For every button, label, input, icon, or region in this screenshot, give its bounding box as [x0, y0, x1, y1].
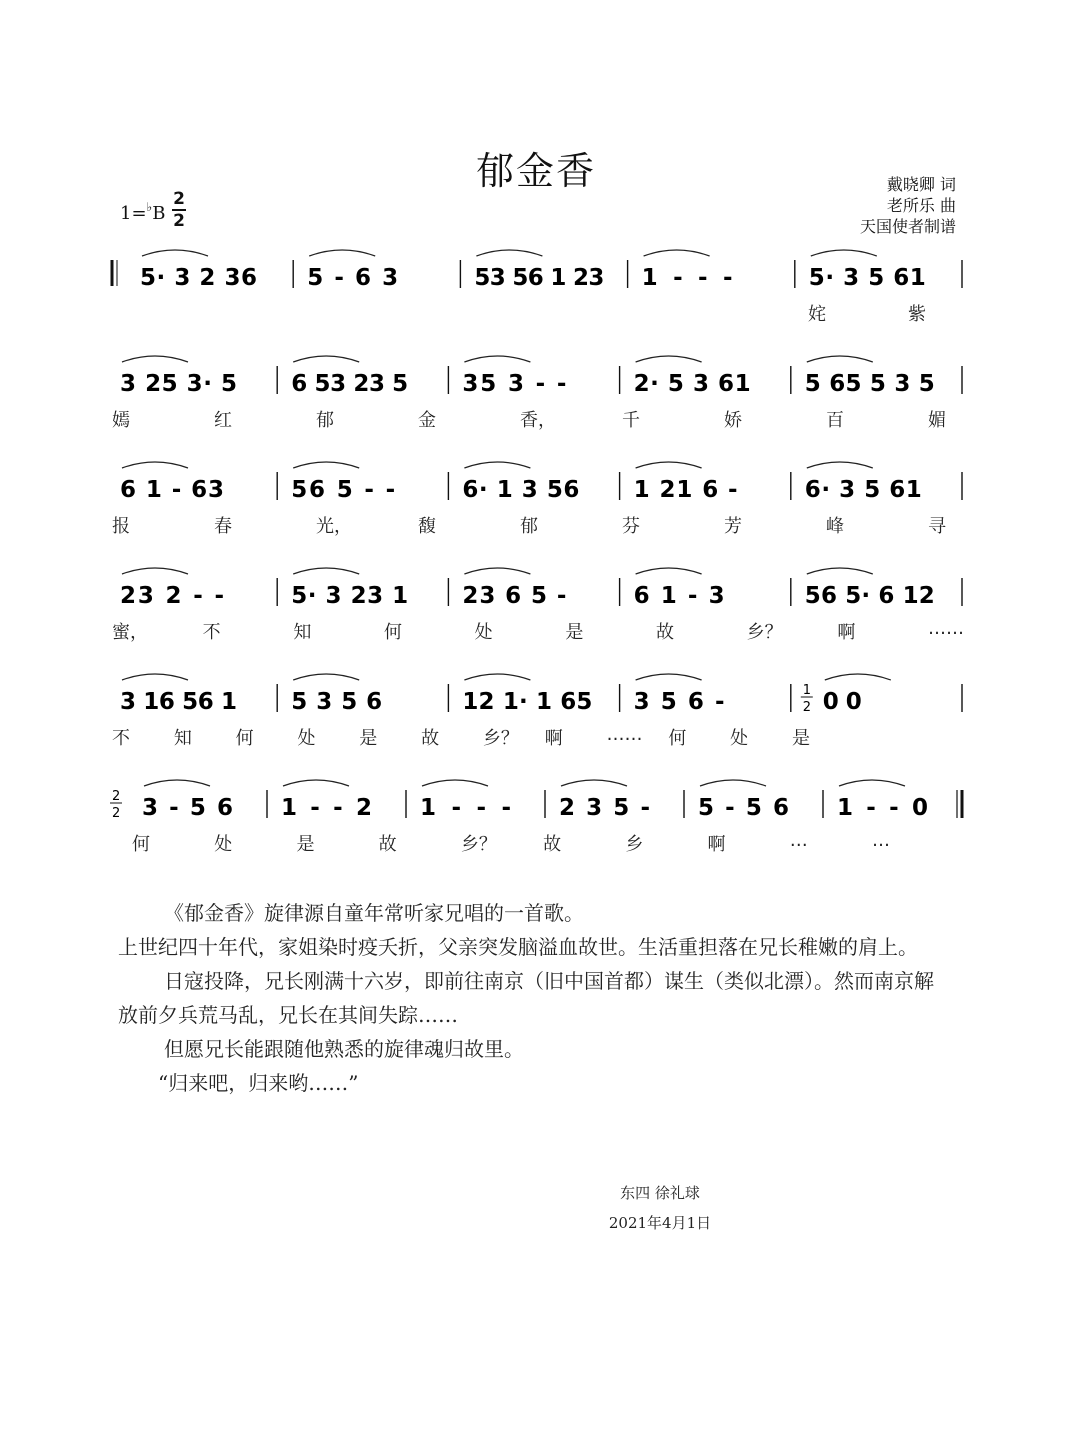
score-line-4 — [108, 570, 964, 610]
slur — [561, 780, 627, 786]
lyric-syllable: 何 — [235, 728, 254, 749]
key-note: B — [152, 203, 166, 224]
slur — [293, 568, 359, 574]
lyric-syllable: 百 — [826, 410, 844, 431]
commentary-paragraph: “归来吧，归来哟……” — [158, 1071, 359, 1095]
lyric-syllable: 知 — [293, 622, 312, 643]
composer-credit: 老所乐 曲 — [886, 196, 956, 215]
slur — [839, 780, 905, 786]
lyrics-line-2 — [108, 406, 964, 430]
score-line-2 — [108, 358, 964, 398]
measure-notes: 5· 3 2 36 — [140, 265, 257, 291]
measure-notes: 3 5 6 - — [633, 689, 725, 715]
measure-notes: 1 - - 0 — [837, 795, 928, 821]
lyric-syllable: 故 — [656, 622, 674, 643]
measure-notes: 5· 3 5 61 — [808, 265, 926, 291]
slur — [122, 674, 188, 680]
lyric-syllable: 娇 — [724, 410, 742, 431]
slur — [293, 462, 359, 468]
slur — [283, 780, 349, 786]
key-signature — [120, 200, 165, 224]
lyric-syllable: 乡？ — [460, 834, 497, 855]
lyricist-credit: 戴晓卿 词 — [886, 175, 956, 194]
lyric-syllable: 芳 — [724, 516, 742, 537]
key-prefix: 1= — [120, 203, 147, 224]
slur — [700, 780, 766, 786]
time-signature — [172, 190, 186, 230]
measure-notes: 3 16 56 1 — [120, 689, 237, 715]
measure-notes: 3 - 5 6 — [142, 795, 233, 821]
lyric-syllable: 峰 — [826, 516, 844, 537]
lyric-syllable: 何 — [132, 834, 150, 855]
measure-notes: 12 1· 1 65 — [462, 689, 593, 715]
slur — [464, 356, 530, 362]
lyric-syllable: … — [872, 830, 890, 851]
lyric-syllable: 处 — [474, 622, 493, 643]
signature-date: 2021年4月1日 — [608, 1214, 712, 1232]
commentary-paragraph: 但愿兄长能跟随他熟悉的旋律魂归故里。 — [164, 1037, 524, 1061]
lyric-syllable: 知 — [173, 728, 192, 749]
lyric-syllable: 春 — [214, 516, 232, 537]
measure-notes: 5· 3 23 1 — [291, 583, 409, 609]
slur — [807, 462, 873, 468]
lyric-syllable: 处 — [297, 728, 316, 749]
lyric-syllable: 媚 — [928, 410, 946, 431]
measure-notes: 2 3 5 - — [559, 795, 650, 821]
slur — [309, 250, 375, 256]
lyric-syllable: 故 — [378, 834, 397, 855]
slur — [464, 674, 530, 680]
lyrics-line-4 — [108, 618, 964, 642]
lyric-syllable: 郁 — [316, 410, 334, 431]
commentary-paragraph: 《郁金香》旋律源自童年常听家兄唱的一首歌。 — [164, 901, 584, 925]
notation-credit: 天国使者制谱 — [859, 217, 956, 236]
lyric-syllable: 金 — [418, 410, 436, 431]
measure-notes: 6· 3 5 61 — [804, 477, 922, 503]
lyric-syllable: 蜜， — [112, 622, 148, 643]
measure-notes: 1 21 6 - — [633, 477, 738, 503]
slur — [464, 568, 530, 574]
lyric-syllable: 处 — [214, 834, 233, 855]
slur — [811, 250, 877, 256]
lyric-syllable: …… — [928, 618, 964, 639]
lyric-syllable: 香， — [520, 410, 556, 431]
commentary-paragraph: 日寇投降，兄长刚满十六岁，即前往南京（旧中国首都）谋生（类似北漂）。然而南京解放前夕兵荒马乱，兄长在其间失踪…… — [118, 969, 934, 1027]
measure-notes: 6 1 - 3 — [633, 583, 725, 609]
measure-notes: 5 65 5 3 5 — [804, 371, 935, 397]
measure-notes: 6· 1 3 56 — [462, 477, 580, 503]
lyric-syllable: 故 — [543, 834, 562, 855]
meter-change-bottom: 2 — [112, 806, 121, 821]
measure-notes: 1 - - - — [641, 265, 733, 291]
lyric-syllable: 姹 — [808, 304, 826, 325]
lyrics-line-6 — [108, 830, 964, 854]
lyric-syllable: 故 — [421, 728, 440, 749]
measure-notes: 23 2 - - — [120, 583, 224, 609]
slur — [142, 250, 208, 256]
lyric-syllable: 乡 — [625, 834, 644, 855]
measure-notes: 5 3 5 6 — [291, 689, 383, 715]
lyric-syllable: … — [789, 830, 808, 851]
meter-change-bottom: 2 — [802, 700, 812, 715]
lyric-syllable: 紫 — [908, 304, 926, 325]
lyric-syllable: 何 — [384, 622, 402, 643]
lyric-syllable: 不 — [202, 622, 221, 643]
lyric-syllable: 啊 — [837, 622, 856, 643]
lyric-syllable: 郁 — [520, 516, 538, 537]
lyrics-line-1 — [108, 300, 964, 324]
lyric-syllable: 何 — [668, 728, 687, 749]
lyric-syllable: 是 — [565, 622, 584, 643]
measure-notes: 2· 5 3 61 — [633, 371, 751, 397]
measure-notes: 0 0 — [822, 689, 862, 715]
lyric-syllable: 是 — [792, 728, 810, 749]
lyrics-line-5 — [108, 724, 964, 748]
slur — [144, 780, 210, 786]
slur — [476, 250, 542, 256]
author-signature: 东四 徐礼球 — [620, 1184, 700, 1202]
slur — [122, 568, 188, 574]
measure-notes: 53 56 1 23 — [474, 265, 605, 291]
commentary-paragraph: 上世纪四十年代，家姐染时疫夭折，父亲突发脑溢血故世。生活重担落在兄长稚嫩的肩上。 — [118, 935, 918, 959]
lyric-syllable: 光， — [316, 516, 352, 537]
measure-notes: 56 5 - - — [291, 477, 396, 503]
lyric-syllable: 馥 — [418, 516, 436, 537]
lyric-syllable: 报 — [112, 516, 130, 537]
measure-notes: 5 - 6 3 — [307, 265, 399, 291]
lyric-syllable: 千 — [622, 410, 640, 431]
meter-change-top: 2 — [112, 789, 121, 804]
flat-sign: ♭ — [146, 200, 153, 214]
slur — [293, 674, 359, 680]
slur — [825, 674, 891, 680]
slur — [807, 568, 873, 574]
time-signature-bottom: 2 — [173, 211, 185, 231]
measure-notes: 56 5· 6 12 — [804, 583, 935, 609]
lyric-syllable: 芬 — [622, 516, 640, 537]
measure-notes: 6 1 - 63 — [120, 477, 224, 503]
time-signature-top: 2 — [173, 189, 185, 209]
slur — [422, 780, 488, 786]
commentary — [118, 896, 948, 1100]
meter-change-top: 1 — [802, 683, 812, 698]
slur — [122, 462, 188, 468]
lyric-syllable: …… — [606, 724, 643, 745]
slur — [636, 674, 702, 680]
measure-notes: 1 - - - — [420, 795, 511, 821]
measure-notes: 23 6 5 - — [462, 583, 567, 609]
lyric-syllable: 嫣 — [112, 410, 130, 431]
lyric-syllable: 是 — [296, 834, 315, 855]
slur — [293, 356, 359, 362]
measure-notes: 35 3 - - — [462, 371, 567, 397]
measure-notes: 6 53 23 5 — [291, 371, 409, 397]
lyric-syllable: 啊 — [544, 728, 563, 749]
lyric-syllable: 不 — [112, 728, 130, 749]
lyric-syllable: 乡？ — [746, 622, 783, 643]
lyric-syllable: 乡？ — [482, 728, 519, 749]
slur — [636, 568, 702, 574]
score-line-1 — [108, 252, 964, 292]
lyric-syllable: 啊 — [707, 834, 726, 855]
score-line-3 — [108, 464, 964, 504]
slur — [464, 462, 530, 468]
lyric-syllable: 是 — [359, 728, 378, 749]
lyrics-line-3 — [108, 512, 964, 536]
measure-notes: 3 25 3· 5 — [120, 371, 237, 397]
slur — [122, 356, 188, 362]
slur — [636, 356, 702, 362]
score-line-5 — [108, 676, 964, 716]
measure-notes: 1 - - 2 — [281, 795, 372, 821]
lyric-syllable: 寻 — [928, 516, 946, 537]
slur — [636, 462, 702, 468]
page-title: 郁金香 — [475, 149, 596, 193]
slur — [807, 356, 873, 362]
measure-notes: 5 - 5 6 — [698, 795, 789, 821]
lyric-syllable: 红 — [214, 410, 232, 431]
score-line-6 — [108, 782, 964, 822]
lyric-syllable: 处 — [730, 728, 749, 749]
slur — [644, 250, 710, 256]
